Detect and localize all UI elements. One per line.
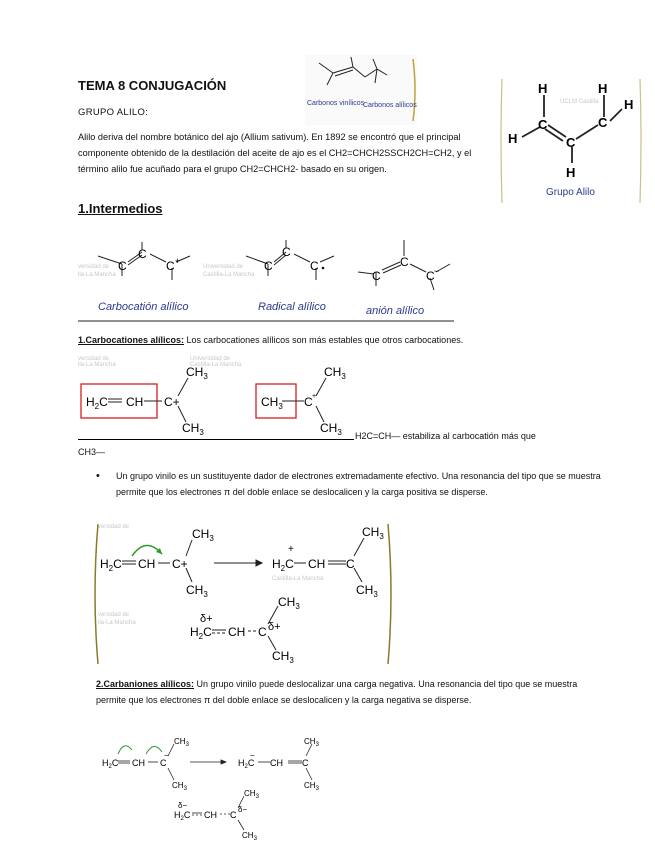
methyl-group: $CH_3$ — [320, 421, 342, 437]
c-atom: C — [138, 247, 147, 261]
plus-sign: + — [175, 256, 181, 266]
watermark-text: versidad de — [98, 612, 130, 618]
c-atom: C — [400, 255, 409, 269]
methyl-group: $CH_3$ — [278, 595, 300, 611]
c-atom: C — [160, 758, 167, 768]
h2c-group: $H_2C$ — [238, 758, 255, 770]
carbocations-title: 1.Carbocationes alílicos: — [78, 335, 185, 345]
section-subtitle: GRUPO ALILO: — [78, 107, 149, 118]
carbocations-line — [78, 332, 463, 348]
c-atom: C — [258, 625, 267, 639]
methyl-group: $CH_3$ — [304, 737, 319, 748]
watermark-text: Castilla-La Mancha — [203, 272, 255, 278]
c-atom: C — [230, 810, 237, 820]
h2c-group: $H_2C$ — [86, 395, 108, 411]
c-atom: C — [538, 117, 548, 132]
anion-caption: anión alílico — [366, 305, 425, 317]
plus-sign: + — [312, 393, 317, 400]
methyl-group: $CH_3$ — [242, 831, 257, 842]
methyl-group: $CH_3$ — [186, 365, 208, 381]
c-atom: C — [166, 259, 175, 273]
watermark-text: lla-La Mancha — [78, 272, 116, 278]
delta-minus: δ− — [178, 801, 188, 810]
allyl-group-label: Grupo Alilo — [546, 187, 595, 198]
intro-paragraph: Alilo deriva del nombre botánico del ajo (Allium sativum). En 1892 se encontró que el principal componente obtenido de la destilación del aceite de ajo es el CH2=CHCH2SSCH2CH=CH2, y el término alilo fue acuñado para el grupo CH2=CHCH2- basado en su origen. — [78, 132, 472, 174]
carbocation-caption: Carbocatión alílico — [98, 301, 189, 313]
methyl-group: $CH_3$ — [261, 395, 283, 411]
watermark-text: Universidad de — [190, 356, 231, 362]
h2c-group: $H_2C$ — [174, 810, 191, 822]
methyl-group: $CH_3$ — [304, 781, 319, 792]
minus-sign: − — [250, 751, 255, 760]
ch-group: CH — [138, 557, 156, 571]
intermediates-figure — [78, 228, 458, 324]
methyl-group: $CH_3$ — [356, 583, 378, 599]
c-atom: C — [346, 557, 355, 571]
methyl-group: $CH_3$ — [174, 737, 189, 748]
c-atom: C — [302, 758, 309, 768]
c-atom: C — [426, 269, 435, 283]
c-atom: C — [282, 245, 291, 259]
c-atom: C — [310, 259, 319, 273]
carbocations-text: Los carbocationes alílicos son más estables que otros carbocationes. — [184, 335, 464, 345]
watermark-text: versidad de — [78, 264, 110, 270]
cation-carbon: C+ — [172, 557, 188, 571]
delta-plus: δ+ — [268, 621, 281, 633]
ch-group: CH — [228, 625, 246, 639]
anion-resonance-figure — [98, 730, 330, 842]
delta-plus: δ+ — [200, 613, 213, 625]
ch-group: CH — [308, 557, 326, 571]
page-title: TEMA 8 CONJUGACIÓN — [78, 78, 227, 93]
divider — [78, 439, 354, 440]
methyl-group: $CH_3$ — [186, 583, 208, 599]
c-atom: C — [118, 259, 127, 273]
allyl-carbons-label: Carbonos alílicos — [363, 102, 417, 109]
ch-group: CH — [132, 758, 145, 768]
carbanions-text: Un grupo vinilo puede deslocalizar una carga negativa. Una resonancia del tipo que se muestra permite que los electrones π del doble enlace se deslocalicen y la carga negativa se disperse. — [96, 679, 578, 705]
carbanions-title: 2.Carbaniones alílicos: — [96, 679, 195, 689]
carbon-labels-figure — [305, 55, 417, 125]
stabilize-continuation: CH3— — [78, 447, 106, 457]
svg-text:UCLM Castilla: UCLM Castilla — [560, 99, 599, 105]
allyl-group-figure — [500, 75, 642, 207]
cation-carbon: C — [304, 395, 313, 409]
h-atom: H — [566, 165, 576, 180]
h2c-group: $H_2C$ — [272, 557, 294, 573]
vinyl-carbons-label: Carbonos vinílicos — [307, 100, 365, 107]
h-atom: H — [538, 81, 548, 96]
stabilize-text: H2C=CH— estabiliza al carbocatión más que — [355, 431, 536, 441]
vinyl-donor-bullet: • Un grupo vinilo es un sustituyente dador de electrones extremadamente efectivo. Una resonancia del tipo que se muestra permite que los electrones π del doble enlace se deslocalicen y la carga positiva se disperse. — [96, 468, 608, 500]
carbocation-comparison-figure — [78, 352, 358, 440]
carbanions-paragraph — [96, 676, 586, 708]
watermark-text: lla-La Mancha — [98, 620, 136, 626]
c-atom: C — [372, 269, 381, 283]
methyl-group: $CH_3$ — [182, 421, 204, 437]
delta-minus: δ− — [238, 805, 248, 814]
methyl-group: $CH_3$ — [244, 789, 259, 800]
minus-sign: − — [434, 266, 440, 276]
c-atom: C — [598, 115, 608, 130]
c-atom: C — [264, 259, 273, 273]
ch-group: CH — [204, 810, 217, 820]
h-atom: H — [624, 97, 634, 112]
minus-sign: − — [164, 751, 169, 760]
h-atom: H — [598, 81, 608, 96]
radical-caption: Radical alílico — [258, 301, 326, 313]
cation-resonance-figure — [92, 520, 394, 668]
c-atom: C — [566, 135, 576, 150]
methyl-group: $CH_3$ — [324, 365, 346, 381]
ch-group: CH — [270, 758, 283, 768]
watermark-text: versidad de — [78, 356, 110, 362]
intermediates-heading: 1.Intermedios — [78, 201, 163, 216]
watermark-text: lla-La Mancha — [78, 362, 116, 368]
methyl-group: $CH_3$ — [272, 649, 294, 665]
watermark-text: Castilla-La Mancha — [190, 362, 242, 368]
h2c-group: $H_2C$ — [100, 557, 122, 573]
ch-group: CH — [126, 395, 144, 409]
h-atom: H — [508, 131, 518, 146]
methyl-group: $CH_3$ — [362, 525, 384, 541]
watermark-text: versidad de — [98, 524, 130, 530]
watermark-text: Castilla-La Mancha — [272, 576, 324, 582]
plus-sign: + — [288, 544, 294, 555]
cation-carbon: C+ — [164, 395, 180, 409]
h2c-group: $H_2C$ — [102, 758, 119, 770]
watermark-text: Universidad de — [203, 264, 244, 270]
methyl-group: $CH_3$ — [192, 527, 214, 543]
methyl-group: $CH_3$ — [172, 781, 187, 792]
h2c-group: $H_2C$ — [190, 625, 212, 641]
